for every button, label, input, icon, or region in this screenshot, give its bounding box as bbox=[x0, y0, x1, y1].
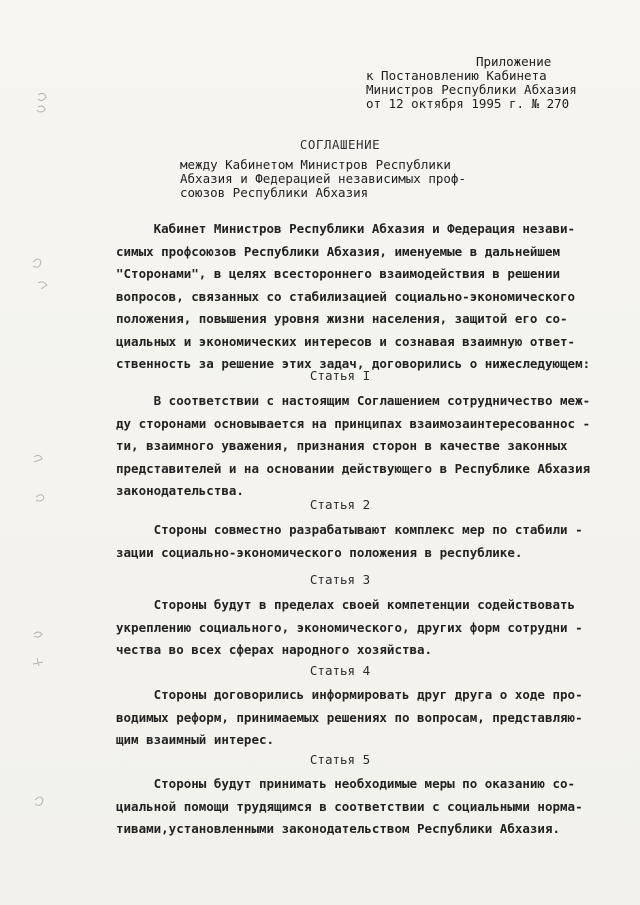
article-line: законодательства. bbox=[116, 483, 244, 498]
margin-pencil-marks bbox=[0, 0, 80, 905]
article-line: Стороны будут принимать необходимые меры по оказанию со- bbox=[116, 776, 576, 791]
margin-mark-icon bbox=[37, 106, 45, 112]
article-heading: Статья 3 bbox=[309, 572, 371, 587]
appendix-line: от 12 октября 1995 г. № 270 bbox=[366, 96, 570, 111]
appendix-line: Приложение bbox=[476, 54, 552, 69]
appendix-line: к Постановлению Кабинета bbox=[366, 68, 547, 83]
article-body bbox=[116, 773, 636, 841]
subtitle-line: Абхазия и Федерацией независимых проф- bbox=[180, 171, 466, 186]
preamble-line: ственность за решение этих задач, договорились о нижеследующем: bbox=[116, 356, 591, 371]
article-line: Стороны совместно разрабатывают комплекс мер по стабили - bbox=[116, 522, 583, 537]
margin-mark-icon bbox=[33, 658, 43, 666]
subtitle-line: между Кабинетом Министров Республики bbox=[180, 157, 451, 172]
preamble bbox=[116, 218, 636, 376]
article-line: зации социально-экономического положения в республике. bbox=[116, 544, 523, 560]
appendix-block bbox=[366, 55, 636, 111]
article-line: щим взаимный интерес. bbox=[116, 732, 275, 747]
article-line: ду сторонами основывается на принципах взаимозаинтересованнос - bbox=[116, 415, 591, 431]
article-heading: Статья 2 bbox=[309, 497, 371, 512]
margin-mark-icon bbox=[38, 93, 46, 100]
article-heading: Статья 5 bbox=[309, 752, 371, 767]
preamble-line: Кабинет Министров Республики Абхазия и Федерация незави- bbox=[116, 221, 576, 236]
margin-mark-icon bbox=[35, 797, 43, 805]
article-line: чества во всех сферах народного хозяйства. bbox=[116, 642, 433, 657]
article-line: укреплению социального, экономического, других форм сотрудни - bbox=[116, 619, 583, 635]
margin-mark-icon bbox=[34, 632, 42, 637]
article-body bbox=[116, 684, 636, 752]
article-line: ти, взаимного уважения, признания сторон в качестве законных bbox=[116, 438, 568, 453]
article-body bbox=[116, 594, 636, 662]
article-line: тивами,установленными законодательством Республики Абхазия. bbox=[116, 821, 561, 836]
article-line: водимых реформ, принимаемых решениях по вопросам, представляю- bbox=[116, 709, 583, 725]
preamble-line: "Сторонами", в целях всестороннего взаимодействия в решении bbox=[116, 266, 561, 281]
appendix-line: Министров Республики Абхазия bbox=[366, 82, 577, 97]
article-line: В соответствии с настоящим Соглашением сотрудничество меж- bbox=[116, 393, 591, 408]
margin-mark-icon bbox=[33, 259, 41, 267]
document-title: СОГЛАШЕНИЕ bbox=[299, 137, 381, 152]
preamble-line: положения, повышения уровня жизни населения, защитой его со- bbox=[116, 311, 568, 326]
margin-mark-icon bbox=[38, 282, 47, 289]
article-line: представителей и на основании действующего в Республике Абхазия bbox=[116, 460, 591, 476]
article-line: Стороны договорились информировать друг друга о ходе про- bbox=[116, 687, 583, 702]
margin-mark-icon bbox=[36, 495, 44, 501]
subtitle-line: союзов Республики Абхазия bbox=[180, 185, 369, 200]
article-heading: Статья 4 bbox=[309, 663, 371, 678]
preamble-line: вопросов, связанных со стабилизацией социально-экономического bbox=[116, 288, 576, 304]
article-body bbox=[116, 519, 636, 564]
article-line: Стороны будут в пределах своей компетенции содействовать bbox=[116, 597, 576, 612]
article-line: циальной помощи трудящимся в соответствии с социальными норма- bbox=[116, 798, 583, 814]
article-heading: Статья I bbox=[309, 368, 371, 383]
preamble-line: симых профсоюзов Республики Абхазия, именуемые в дальнейшем bbox=[116, 243, 561, 259]
article-body bbox=[116, 390, 636, 503]
margin-mark-icon bbox=[34, 455, 42, 462]
document-subtitle bbox=[180, 158, 540, 200]
preamble-line: циальных и экономических интересов и сознавая взаимную ответ- bbox=[116, 333, 576, 349]
